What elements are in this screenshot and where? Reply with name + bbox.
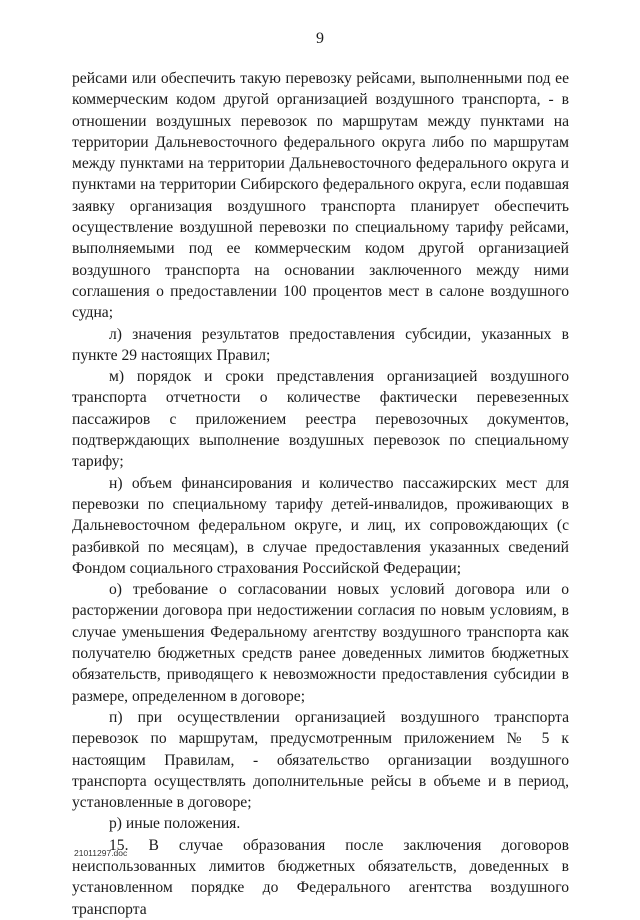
footer-file-code: 21011297.doc xyxy=(74,848,128,858)
paragraph-item-p: п) при осуществлении организацией воздушного транспорта перевозок по маршрутам, предусмотренным приложением № 5 к настоящим Правилам, - обязательство организации воздушного транспорта осуществлять дополнительные рейсы в объеме и в период, установленные в договоре; xyxy=(72,708,569,812)
paragraph-item-n: н) объем финансирования и количество пассажирских мест для перевозки по специальному тарифу детей-инвалидов, проживающих в Дальневосточном федеральном округе, и лиц, их сопровождающих (с разбивкой по месяцам), в случае предоставления указанных сведений Фондом социального страхования Российской Федерации; xyxy=(72,474,569,577)
paragraph-item-r: р) иные положения. xyxy=(109,815,241,833)
paragraph-item-l: л) значения результатов предоставления субсидии, указанных в пункте 29 настоящих Правил; xyxy=(72,325,569,364)
paragraph-continuation: рейсами или обеспечить такую перевозку рейсами, выполненными под ее коммерческим кодом другой организацией воздушного транспорта, - в отношении воздушных перевозок по маршрутам между пунктами на территории Дальневосточного федерального округа либо по маршрутам между пунктами на территории Дальневосточного федерального округа и пунктами на территории Сибирского федерального округа, если подавшая заявку организация воздушного транспорта планирует обеспечить осуществление воздушной перевозки по специальному тарифу рейсами, выполняемыми под ее коммерческим кодом другой организацией воздушного транспорта на основании заключенного между ними соглашения о предоставлении 100 процентов мест в салоне воздушного судна; xyxy=(72,70,569,322)
paragraph-clause-15: 15. В случае образования после заключения договоров неиспользованных лимитов бюджетных обязательств, доведенных в установленном порядке до Федерального агентства воздушного транспорта xyxy=(72,836,569,918)
paragraph-item-m: м) порядок и сроки представления организацией воздушного транспорта отчетности о количестве фактически перевезенных пассажиров с приложением реестра перевозочных документов, подтверждающих выполнение воздушных перевозок по специальному тарифу; xyxy=(72,368,569,471)
paragraph-item-o: о) требование о согласовании новых условий договора или о расторжении договора при недостижении согласия по новым условиям, в случае уменьшения Федеральному агентству воздушного транспорта как получателю бюджетных средств ранее доведенных лимитов бюджетных обязательств, приводящего к невозможности предоставления субсидии в размере, определенном в договоре; xyxy=(72,581,569,705)
document-body xyxy=(72,68,569,920)
page-number: 9 xyxy=(316,30,324,47)
